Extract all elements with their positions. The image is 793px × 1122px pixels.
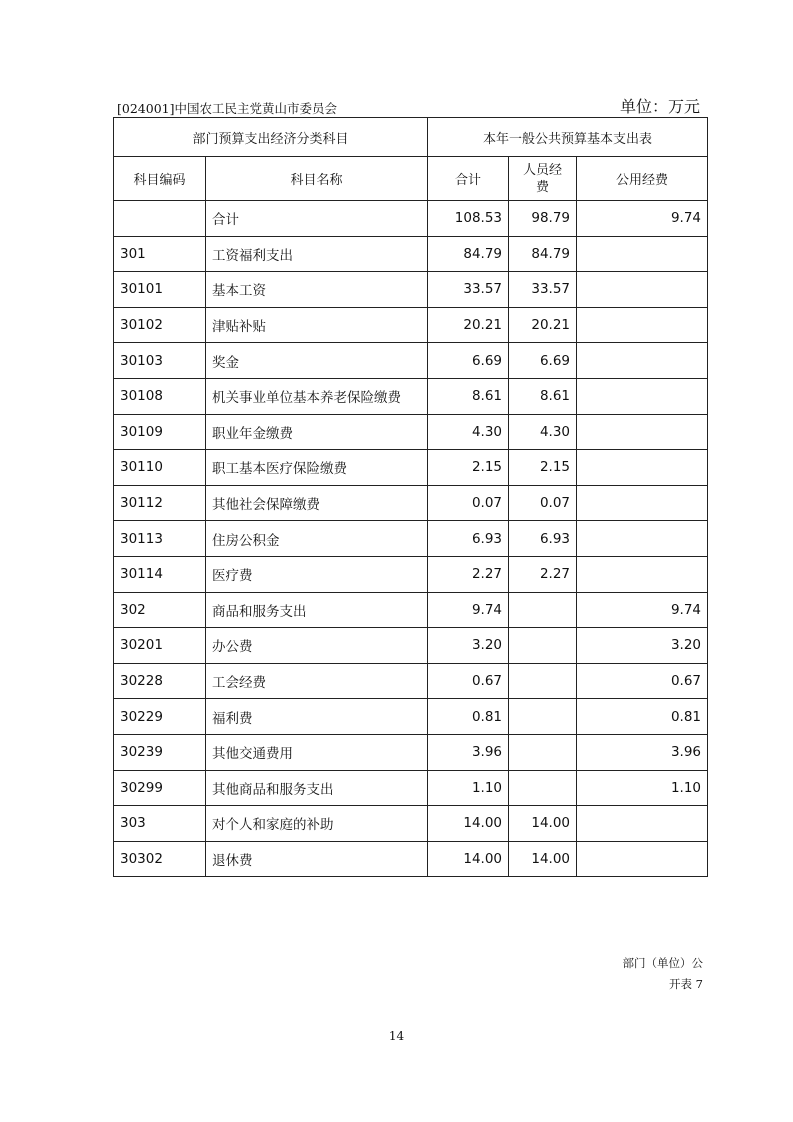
row-personnel: 6.93	[509, 521, 577, 557]
table-row	[114, 628, 708, 664]
row-code: 30228	[114, 663, 206, 699]
row-code: 301	[114, 236, 206, 272]
organization-name: [024001]中国农工民主党黄山市委员会	[117, 101, 337, 116]
row-public	[577, 806, 708, 842]
row-code: 30302	[114, 841, 206, 877]
row-total: 9.74	[428, 592, 509, 628]
row-public	[577, 450, 708, 486]
row-personnel: 33.57	[509, 272, 577, 308]
table-row	[114, 272, 708, 308]
row-public	[577, 307, 708, 343]
row-personnel: 20.21	[509, 307, 577, 343]
row-total: 108.53	[428, 201, 509, 237]
row-personnel: 14.00	[509, 841, 577, 877]
row-public	[577, 414, 708, 450]
column-header-total: 合计	[428, 157, 509, 201]
row-personnel: 6.69	[509, 343, 577, 379]
row-public	[577, 378, 708, 414]
row-code: 30102	[114, 307, 206, 343]
row-name: 工资福利支出	[206, 236, 428, 272]
row-total: 2.15	[428, 450, 509, 486]
row-total: 3.20	[428, 628, 509, 664]
column-header-code: 科目编码	[114, 157, 206, 201]
row-personnel: 2.27	[509, 556, 577, 592]
group-header-classification: 部门预算支出经济分类科目	[114, 118, 428, 157]
table-row	[114, 450, 708, 486]
row-public: 1.10	[577, 770, 708, 806]
table-row	[114, 414, 708, 450]
row-personnel: 98.79	[509, 201, 577, 237]
row-total: 0.07	[428, 485, 509, 521]
table-row	[114, 236, 708, 272]
row-personnel: 84.79	[509, 236, 577, 272]
row-name: 办公费	[206, 628, 428, 664]
row-code: 30109	[114, 414, 206, 450]
row-code: 303	[114, 806, 206, 842]
row-total: 33.57	[428, 272, 509, 308]
table-row	[114, 485, 708, 521]
budget-table	[113, 117, 708, 877]
row-total: 8.61	[428, 378, 509, 414]
table-row	[114, 699, 708, 735]
row-total: 0.81	[428, 699, 509, 735]
row-total: 20.21	[428, 307, 509, 343]
row-personnel	[509, 663, 577, 699]
row-personnel	[509, 592, 577, 628]
row-code: 302	[114, 592, 206, 628]
row-code: 30103	[114, 343, 206, 379]
row-personnel: 8.61	[509, 378, 577, 414]
row-total: 14.00	[428, 841, 509, 877]
row-total: 3.96	[428, 734, 509, 770]
row-name: 职业年金缴费	[206, 414, 428, 450]
table-group-header-row	[114, 118, 708, 157]
row-name: 机关事业单位基本养老保险缴费	[206, 378, 428, 414]
table-row	[114, 841, 708, 877]
row-personnel: 14.00	[509, 806, 577, 842]
row-personnel: 4.30	[509, 414, 577, 450]
row-code: 30113	[114, 521, 206, 557]
row-name: 其他交通费用	[206, 734, 428, 770]
row-code: 30201	[114, 628, 206, 664]
row-name: 奖金	[206, 343, 428, 379]
row-total: 6.69	[428, 343, 509, 379]
row-total: 2.27	[428, 556, 509, 592]
table-row	[114, 201, 708, 237]
table-row	[114, 556, 708, 592]
footer-table-number: 开表 7	[669, 977, 703, 991]
row-code: 30112	[114, 485, 206, 521]
table-row	[114, 307, 708, 343]
row-code: 30110	[114, 450, 206, 486]
row-total: 6.93	[428, 521, 509, 557]
row-total: 14.00	[428, 806, 509, 842]
table-row	[114, 592, 708, 628]
row-public: 3.20	[577, 628, 708, 664]
page-number: 14	[388, 1029, 405, 1043]
row-code: 30239	[114, 734, 206, 770]
row-total: 1.10	[428, 770, 509, 806]
table-row	[114, 343, 708, 379]
column-header-name: 科目名称	[206, 157, 428, 201]
row-name: 基本工资	[206, 272, 428, 308]
row-name: 合计	[206, 201, 428, 237]
row-personnel	[509, 770, 577, 806]
row-public	[577, 485, 708, 521]
row-total: 0.67	[428, 663, 509, 699]
table-row	[114, 770, 708, 806]
row-personnel: 0.07	[509, 485, 577, 521]
row-name: 津贴补贴	[206, 307, 428, 343]
table-row	[114, 663, 708, 699]
column-header-public: 公用经费	[577, 157, 708, 201]
footer-department-note: 部门（单位）公	[622, 956, 703, 970]
row-name: 工会经费	[206, 663, 428, 699]
unit-label: 单位：万元	[619, 97, 700, 116]
row-name: 对个人和家庭的补助	[206, 806, 428, 842]
row-total: 84.79	[428, 236, 509, 272]
row-name: 其他社会保障缴费	[206, 485, 428, 521]
row-public	[577, 521, 708, 557]
row-code: 30108	[114, 378, 206, 414]
row-public: 3.96	[577, 734, 708, 770]
row-name: 医疗费	[206, 556, 428, 592]
group-header-expenditure: 本年一般公共预算基本支出表	[428, 118, 708, 157]
row-code	[114, 201, 206, 237]
column-header-personnel: 人员经费	[509, 157, 577, 201]
row-public	[577, 236, 708, 272]
row-name: 职工基本医疗保险缴费	[206, 450, 428, 486]
table-row	[114, 806, 708, 842]
table-row	[114, 378, 708, 414]
row-public: 9.74	[577, 592, 708, 628]
table-row	[114, 521, 708, 557]
row-public	[577, 272, 708, 308]
row-code: 30299	[114, 770, 206, 806]
row-public: 0.81	[577, 699, 708, 735]
table-column-header-row	[114, 157, 708, 201]
table-row	[114, 734, 708, 770]
row-personnel	[509, 628, 577, 664]
row-public	[577, 343, 708, 379]
row-public: 0.67	[577, 663, 708, 699]
row-name: 福利费	[206, 699, 428, 735]
row-public	[577, 556, 708, 592]
row-personnel: 2.15	[509, 450, 577, 486]
row-name: 退休费	[206, 841, 428, 877]
row-personnel	[509, 734, 577, 770]
row-public: 9.74	[577, 201, 708, 237]
row-code: 30229	[114, 699, 206, 735]
table-body	[114, 201, 708, 877]
row-name: 商品和服务支出	[206, 592, 428, 628]
row-code: 30101	[114, 272, 206, 308]
row-name: 住房公积金	[206, 521, 428, 557]
row-code: 30114	[114, 556, 206, 592]
row-public	[577, 841, 708, 877]
row-personnel	[509, 699, 577, 735]
row-total: 4.30	[428, 414, 509, 450]
row-name: 其他商品和服务支出	[206, 770, 428, 806]
